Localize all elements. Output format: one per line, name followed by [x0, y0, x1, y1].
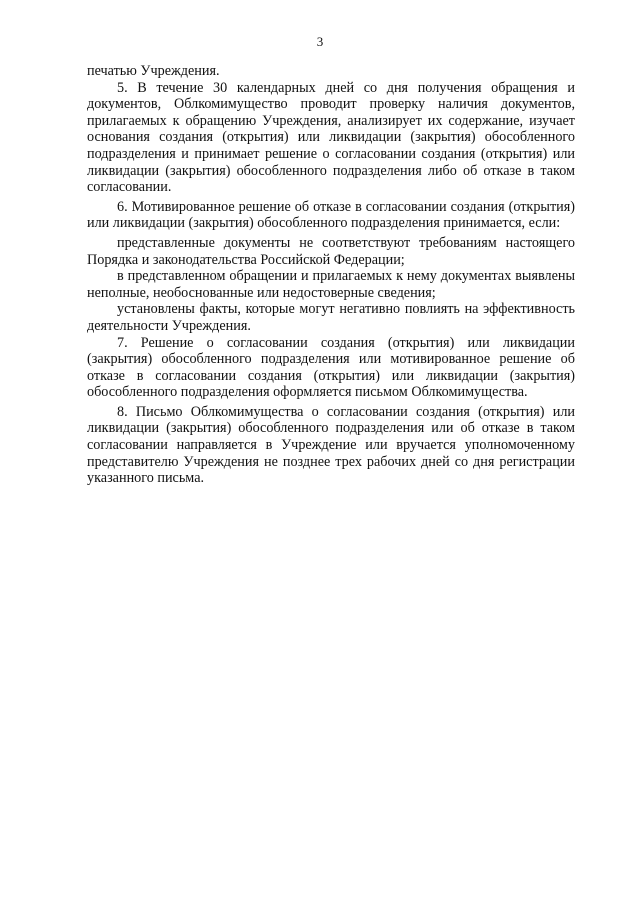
paragraph-item-5: 5. В течение 30 календарных дней со дня получения обращения и документов, Облкомимущество проводит проверку наличия документов, прилагаемых к обращению Учреждения, анализирует их содержание, изучает основания создания (открытия) или ликвидации (закрытия) обособленного подразделения и принимает решение о согласовании создания (открытия) или ликвидации (закрытия) обособленного подразделения либо об отказе в таком согласовании. — [87, 79, 575, 196]
page-number: 3 — [316, 34, 324, 49]
document-body — [87, 63, 575, 487]
paragraph-condition-2: в представленном обращении и прилагаемых к нему документах выявлены неполные, необоснованные или недостоверные сведения; — [87, 268, 575, 301]
paragraph-condition-3: установлены факты, которые могут негативно повлиять на эффективность деятельности Учреждения. — [87, 301, 575, 334]
paragraph-condition-1: представленные документы не соответствуют требованиям настоящего Порядка и законодательства Российской Федерации; — [87, 234, 575, 268]
paragraph-continuation: печатью Учреждения. — [87, 63, 220, 79]
paragraph-item-7: 7. Решение о согласовании создания (открытия) или ликвидации (закрытия) обособленного подразделения или мотивированное решение об отказе в согласовании создания (открытия) или ликвидации (закрытия) обособленного подразделения оформляется письмом Облкомимущества. — [87, 334, 575, 401]
paragraph-item-6: 6. Мотивированное решение об отказе в согласовании создания (открытия) или ликвидации (закрытия) обособленного подразделения принимается, если: — [87, 198, 575, 232]
paragraph-item-8: 8. Письмо Облкомимущества о согласовании создания (открытия) или ликвидации (закрытия) обособленного подразделения или об отказе в таком согласовании направляется в Учреждение или вручается уполномоченному представителю Учреждения не позднее трех рабочих дней со дня регистрации указанного письма. — [87, 403, 575, 487]
